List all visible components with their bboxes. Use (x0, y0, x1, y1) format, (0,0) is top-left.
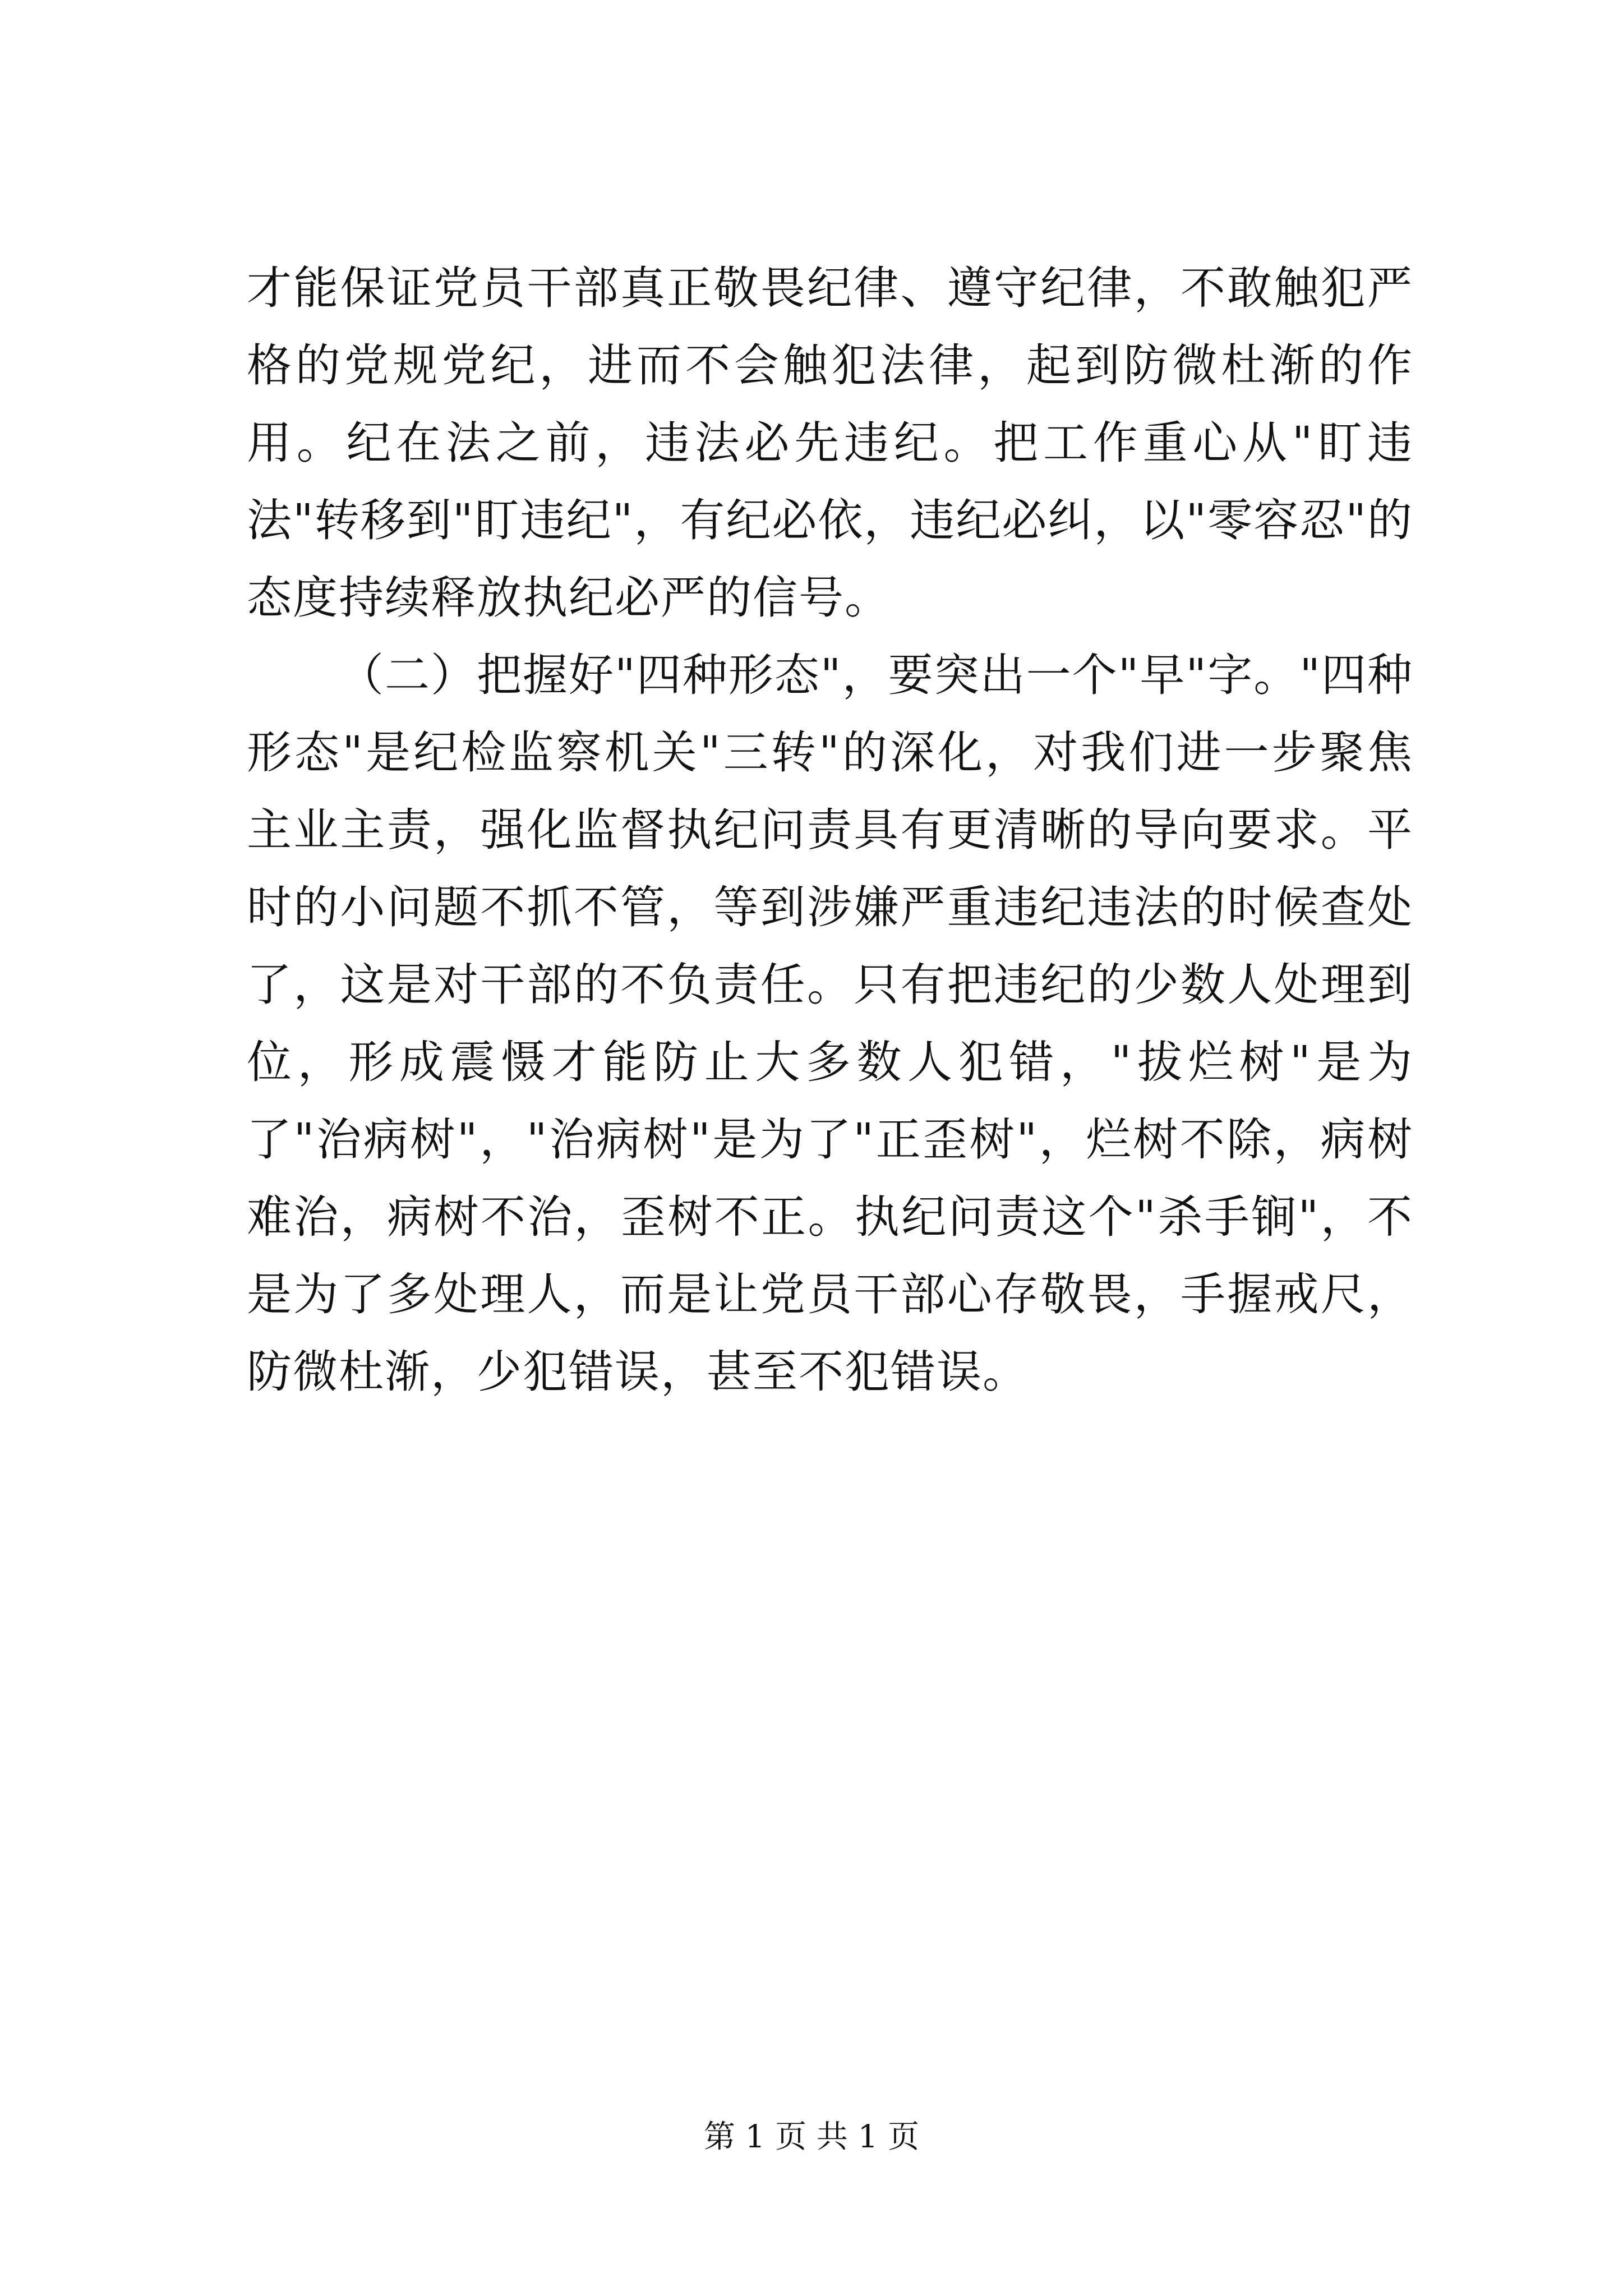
paragraph-continuation: 才能保证党员干部真正敬畏纪律、遵守纪律，不敢触犯严格的党规党纪，进而不会触犯法律，起到防微杜渐的作用。纪在法之前，违法必先违纪。把工作重心从"盯违法"转移到"盯违纪"，有纪必依，违纪必纠，以"零容忍"的态度持续释放执纪必严的信号。 (247, 262, 1413, 624)
paragraph-four-forms: （二）把握好"四种形态"，要突出一个"早"字。"四种形态"是纪检监察机关"三转"的深化，对我们进一步聚焦主业主责，强化监督执纪问责具有更清晰的导向要求。平时的小问题不抓不管，等到涉嫌严重违纪违法的时候查处了，这是对干部的不负责任。只有把违纪的少数人处理到位，形成震慑才能防止大多数人犯错，"拔烂树"是为了"治病树"，"治病树"是为了"正歪树"，烂树不除，病树难治，病树不治，歪树不正。执纪问责这个"杀手锏"，不是为了多处理人，而是让党员干部心存敬畏，手握戒尺，防微杜渐，少犯错误，甚至不犯错误。 (247, 649, 1413, 1398)
document-body (247, 250, 1413, 1411)
page-footer: 第 1 页 共 1 页 (703, 2119, 920, 2155)
